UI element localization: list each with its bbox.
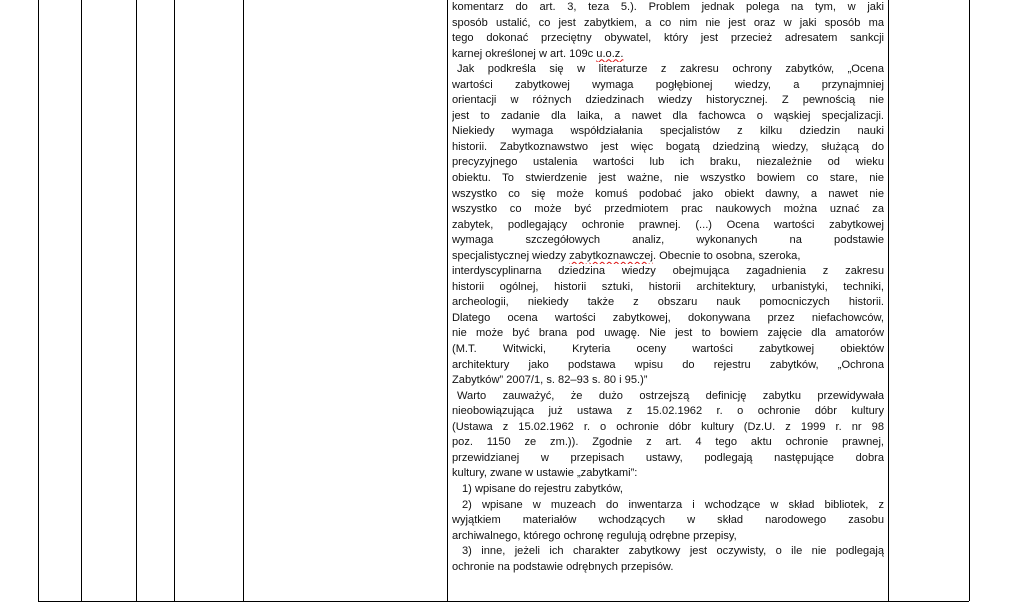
column-divider bbox=[174, 0, 175, 601]
text-line bbox=[452, 62, 884, 78]
text-line bbox=[452, 435, 884, 451]
text-line-content: 1) wpisane do rejestru zabytków, bbox=[462, 482, 623, 495]
text-line-content: (Ustawa z 15.02.1962 r. o ochronie dóbr kultury (Dz.U. z 1999 r. nr 98 bbox=[452, 420, 884, 433]
text-line bbox=[452, 560, 884, 576]
text-line bbox=[452, 171, 884, 187]
text-line bbox=[452, 155, 884, 171]
text-line-content: nie może być brana pod uwagę. Nie jest to bowiem zajęcie dla amatorów bbox=[452, 327, 884, 340]
text-line-content: (M.T. Witwicki, Kryteria oceny wartości zabytkowej obiektów bbox=[452, 343, 884, 356]
text-line-content: wyjątkiem materiałów wchodzących w skład narodowego zasobu bbox=[452, 514, 884, 527]
text-line-content: precyzyjnego ustalenia wartości lub ich braku, niezależnie od wieku bbox=[452, 156, 884, 169]
text-line-content: jest to zadanie dla laika, a nawet dla fachowca o wąskiej specjalizacji. bbox=[452, 109, 884, 122]
text-line-content: orientacji w różnych dziedzinach wiedzy historycznej. Z pewnością nie bbox=[452, 94, 884, 107]
text-line-content: sposób ustalić, co jest zabytkiem, a co nim nie jest oraz w jaki sposób ma bbox=[452, 16, 884, 29]
text-line bbox=[452, 482, 884, 498]
text-line-content: obiektu. To stwierdzenie jest ważne, nie wszystko bowiem co stare, nie bbox=[452, 172, 884, 185]
text-line bbox=[452, 264, 884, 280]
text-line-content: wszystko co może być przedmiotem prac naukowych można uznać za bbox=[452, 203, 884, 216]
text-line-content: 2) wpisane w muzeach do inwentarza i wchodzące w skład bibliotek, z bbox=[462, 498, 884, 511]
text-line-content: zabytek, podlegający ochronie prawnej. (...) Ocena wartości zabytkowej bbox=[452, 218, 884, 231]
spellcheck-flagged-word: zabytkoznawczej bbox=[569, 249, 654, 262]
text-line bbox=[452, 187, 884, 203]
text-line-content: interdyscyplinarna dziedzina wiedzy obejmująca zagadnienia z zakresu bbox=[452, 265, 884, 278]
text-line bbox=[452, 124, 884, 140]
text-line bbox=[452, 544, 884, 560]
column-divider bbox=[136, 0, 137, 601]
text-line bbox=[452, 233, 884, 249]
text-line bbox=[452, 47, 884, 63]
text-line bbox=[452, 280, 884, 296]
text-line bbox=[452, 16, 884, 32]
text-line-tail: . Obecnie to osobna, szeroka, bbox=[653, 249, 801, 262]
text-line bbox=[452, 295, 884, 311]
commentary-text-cell bbox=[452, 0, 884, 575]
text-line bbox=[452, 529, 884, 545]
text-line-content: archiwalnego, którego ochronę regulują odrębne przepisy, bbox=[452, 529, 737, 542]
text-line-content: historii ogólnej, historii sztuki, historii architektury, urbanistyki, techniki, bbox=[452, 280, 884, 293]
text-line bbox=[452, 311, 884, 327]
text-line-content: historii. Zabytkoznawstwo jest więc bogatą dziedziną wiedzy, służącą do bbox=[452, 140, 884, 153]
text-line bbox=[452, 109, 884, 125]
text-line bbox=[452, 326, 884, 342]
text-line bbox=[452, 218, 884, 234]
text-line-content: Niekiedy wymaga współdziałania specjalistów z kilku dziedzin nauki bbox=[452, 125, 884, 138]
document-table bbox=[38, 0, 969, 602]
text-line-content: architektury jako podstawa wpisu do rejestru zabytków, „Ochrona bbox=[452, 358, 884, 371]
text-line-content: Jak podkreśla się w literaturze z zakresu ochrony zabytków, „Ocena bbox=[457, 63, 884, 76]
text-line-content: wymaga szczegółowych analiz, wykonanych na podstawie bbox=[452, 234, 884, 247]
column-divider bbox=[888, 0, 889, 601]
text-line bbox=[452, 342, 884, 358]
text-line-content: ochronie na podstawie odrębnych przepisów. bbox=[452, 560, 674, 573]
text-line-content: 3) inne, jeżeli ich charakter zabytkowy jest oczywisty, o ile nie podlegają bbox=[462, 545, 884, 558]
column-divider bbox=[243, 0, 244, 601]
column-divider bbox=[81, 0, 82, 601]
text-line-content: komentarz do art. 3, teza 5.). Problem jednak polega na tym, w jaki bbox=[452, 1, 884, 13]
spellcheck-flagged-word: u.o.z. bbox=[596, 47, 624, 60]
text-line-content: nieobowiązująca już ustawa z 15.02.1962 r. o ochronie dóbr kultury bbox=[452, 405, 884, 418]
text-line bbox=[452, 404, 884, 420]
column-divider bbox=[969, 0, 970, 601]
text-line bbox=[452, 140, 884, 156]
text-line bbox=[452, 358, 884, 374]
text-line bbox=[452, 93, 884, 109]
text-line bbox=[452, 466, 884, 482]
text-line-content: przewidzianej w przepisach ustawy, podlegają następujące dobra bbox=[452, 451, 884, 464]
text-line bbox=[452, 373, 884, 389]
text-line-content: tego dokonać przeciętny obywatel, który jest przecież adresatem sankcji bbox=[452, 32, 884, 45]
text-line bbox=[452, 389, 884, 405]
text-line bbox=[452, 451, 884, 467]
text-line-content: Warto zauważyć, że dużo ostrzejszą definicję zabytku przewidywała bbox=[457, 389, 884, 402]
text-line bbox=[452, 78, 884, 94]
text-line-content: Zabytków” 2007/1, s. 82–93 s. 80 i 95.)” bbox=[452, 374, 648, 387]
text-line-content: Dlatego ocena wartości zabytkowej, dokonywana przez niefachowców, bbox=[452, 311, 884, 324]
text-line-content: archeologii, niekiedy także z obszaru nauk pomocniczych historii. bbox=[452, 296, 884, 309]
text-line-content: poz. 1150 ze zm.)). Zgodnie z art. 4 tego aktu ochronie prawnej, bbox=[452, 436, 884, 449]
text-line bbox=[452, 249, 884, 265]
column-divider bbox=[447, 0, 448, 601]
text-line bbox=[452, 420, 884, 436]
text-line-content: kultury, zwane w ustawie „zabytkami”: bbox=[452, 467, 638, 480]
text-line bbox=[452, 31, 884, 47]
text-line-content: wszystko co się może komuś podobać jako obiekt dawny, a nawet nie bbox=[452, 187, 884, 200]
text-line-content: specjalistycznej wiedzy bbox=[452, 249, 570, 262]
text-line bbox=[452, 202, 884, 218]
text-line bbox=[452, 498, 884, 514]
text-line bbox=[452, 0, 884, 16]
text-line-content: wartości zabytkowej wymaga pogłębionej wiedzy, a przynajmniej bbox=[452, 78, 884, 91]
text-line bbox=[452, 513, 884, 529]
text-line-content: karnej określonej w art. 109c bbox=[452, 47, 597, 60]
